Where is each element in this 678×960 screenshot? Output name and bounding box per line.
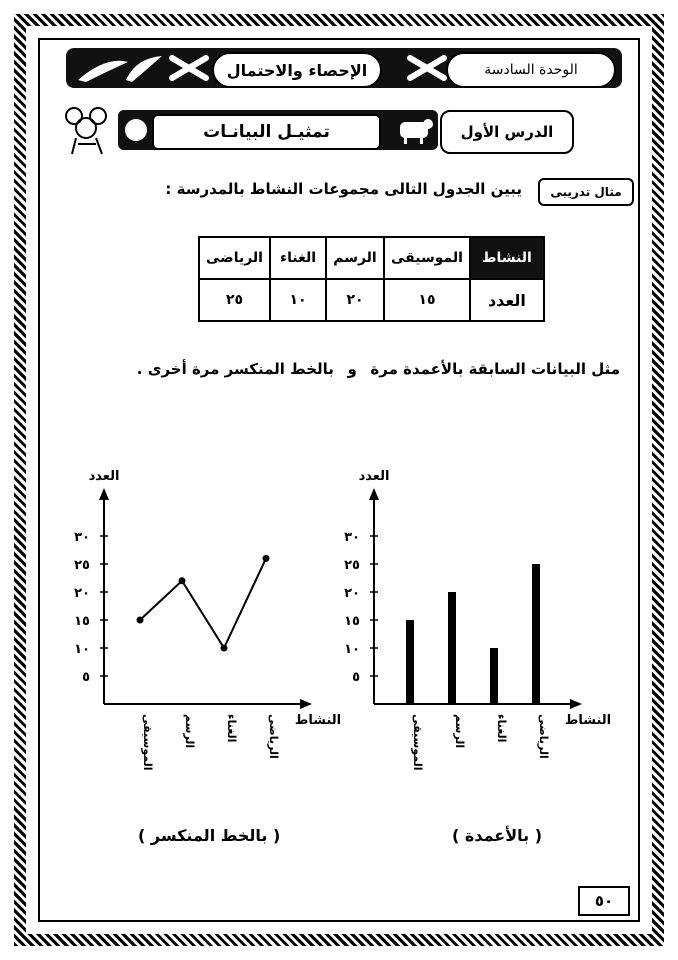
line-chart-y-arrow-icon: [99, 488, 109, 500]
bar-chart-x-tick-label: الغناء: [495, 714, 508, 743]
table-cell: ٢٠: [326, 279, 384, 321]
data-table: [198, 236, 545, 322]
bar-chart-caption: ( بالأعمدة ): [452, 826, 543, 845]
line-chart-series-line: [140, 558, 266, 648]
bar-chart-y-tick-label: ٢٥: [344, 558, 360, 573]
task-text: [137, 360, 620, 378]
line-chart-x-tick-label: الغناء: [225, 714, 238, 743]
line-chart-x-tick-label: الرياضى: [267, 714, 280, 759]
line-chart-x-arrow-icon: [300, 699, 312, 709]
table-row-label: العدد: [470, 279, 544, 321]
task-part1: مثل البيانات السابقة بالأعمدة مرة: [370, 360, 620, 378]
line-chart-y-label: العدد: [88, 469, 120, 484]
line-chart-y-tick-label: ٢٠: [74, 586, 90, 601]
bar-chart-bar: [406, 620, 414, 704]
bar-chart-y-tick-label: ١٥: [344, 614, 360, 629]
unit-title: الوحدة السادسة: [446, 52, 616, 88]
line-chart-y-tick-label: ٢٥: [74, 558, 90, 573]
line-chart-point: [137, 617, 144, 624]
bar-chart-y-tick-label: ١٠: [344, 642, 360, 657]
exercise-tag: مثال تدريبى: [538, 178, 634, 206]
bar-chart-y-tick-label: ٢٠: [344, 586, 360, 601]
table-cell: ١٥: [384, 279, 470, 321]
bar-chart-y-tick-label: ٥: [352, 670, 360, 685]
line-chart: [56, 460, 346, 790]
bar-chart-y-label: العدد: [358, 469, 390, 484]
bar-chart-bar: [490, 648, 498, 704]
bar-chart-x-tick-label: الرياضى: [537, 714, 550, 759]
table-cell: الموسيقى: [384, 237, 470, 279]
table-row: [199, 237, 544, 279]
bar-chart-bar: [532, 564, 540, 704]
bar-chart-y-tick-label: ٣٠: [344, 530, 360, 545]
mickey-mascot-icon: [60, 104, 116, 158]
line-chart-x-tick-label: الموسيقى: [141, 714, 154, 771]
bar-chart: [326, 460, 616, 790]
lesson-tag: الدرس الأول: [440, 110, 574, 154]
table-row: [199, 279, 544, 321]
line-chart-point: [221, 645, 228, 652]
line-chart-caption: ( بالخط المنكسر ): [138, 826, 281, 845]
table-cell: ١٠: [270, 279, 326, 321]
lesson-title: تمثيـل البيانـات: [152, 114, 381, 150]
table-cell: الغناء: [270, 237, 326, 279]
line-chart-point: [263, 555, 270, 562]
topic-title: الإحصاء والاحتمال: [212, 52, 382, 88]
table-cell: ٢٥: [199, 279, 270, 321]
task-joiner: و: [347, 360, 357, 378]
bar-chart-x-tick-label: الرسم: [453, 714, 466, 749]
bar-chart-x-label: النشاط: [564, 713, 612, 728]
line-chart-point: [179, 577, 186, 584]
moon-icon: [122, 116, 150, 144]
task-part2: بالخط المنكسر مرة أخرى .: [136, 360, 334, 378]
line-chart-x-label: النشاط: [294, 713, 342, 728]
table-cell: الرياضى: [199, 237, 270, 279]
bar-chart-bar: [448, 592, 456, 704]
bar-chart-x-tick-label: الموسيقى: [411, 714, 424, 771]
bar-chart-y-arrow-icon: [369, 488, 379, 500]
table-cell: الرسم: [326, 237, 384, 279]
cow-icon: [396, 114, 436, 146]
line-chart-y-tick-label: ١٠: [74, 642, 90, 657]
line-chart-y-tick-label: ١٥: [74, 614, 90, 629]
line-chart-x-tick-label: الرسم: [183, 714, 196, 749]
table-header-label: النشاط: [470, 237, 544, 279]
bar-chart-x-arrow-icon: [570, 699, 582, 709]
line-chart-y-tick-label: ٥: [82, 670, 90, 685]
line-chart-y-tick-label: ٣٠: [74, 530, 90, 545]
page-number: ٥٠: [578, 886, 630, 916]
exercise-text: يبين الجدول التالى مجموعات النشاط بالمدرسة :: [165, 180, 522, 198]
